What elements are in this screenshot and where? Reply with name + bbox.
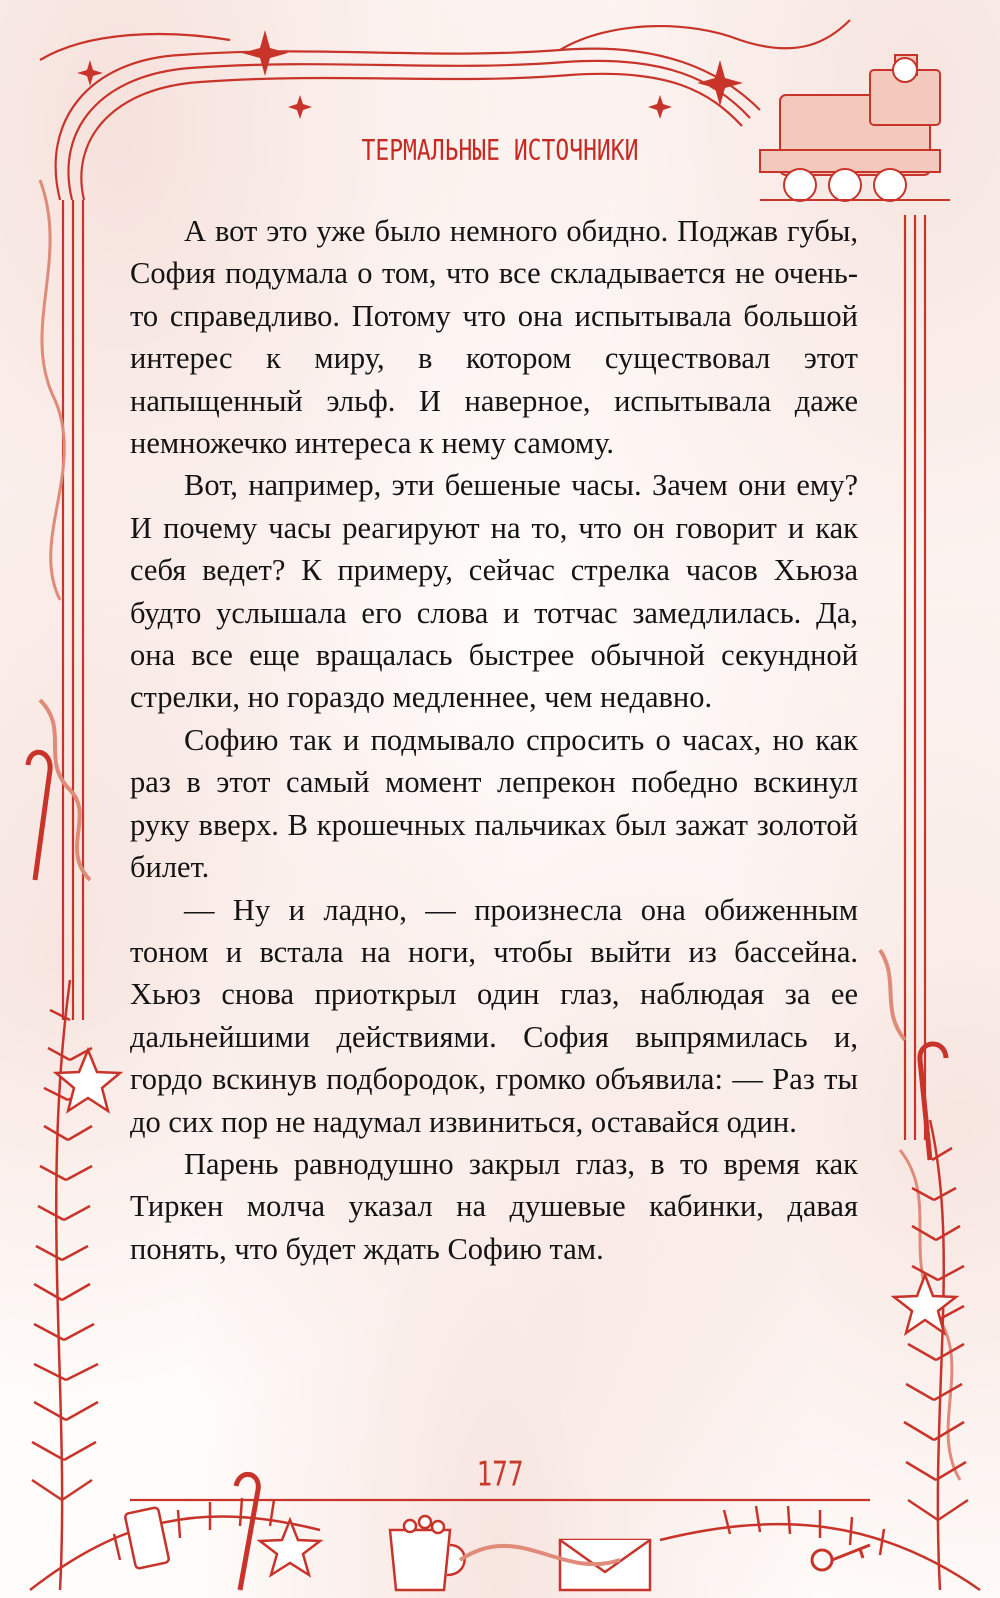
ticket-icon — [125, 1507, 170, 1569]
mug-icon — [390, 1516, 465, 1590]
paragraph: Софию так и подмывало спросить о часах, но как раз в этот самый момент лепрекон победно вскинул руку вверх. В крошечных пальчиках был зажат золотой билет. — [130, 722, 858, 885]
paragraph: Вот, например, эти бешеные часы. Зачем они ему? И почему часы реагируют на то, что он говорит и как себя ведет? К примеру, сейчас стрелка часов Хьюза будто услышала его слова и тотчас замедлилась. Да, она все еще вращалась быстрее обычной секундной стрелки, но гораздо медленнее, чем недавно. — [130, 468, 858, 715]
paragraph: Парень равнодушно закрыл глаз, в то время как Тиркен молча указал на душевые кабинки, давая понять, что будет ждать Софию там. — [130, 1146, 858, 1266]
page-number: 177 — [476, 1455, 524, 1495]
paragraph: А вот это уже было немного обидно. Поджав губы, София подумала о том, что все складывается не очень-то справедливо. Потому что она испытывала большой интерес к миру, в котором существовал этот напыщенный эльф. И наверное, испытывала даже немножечко интереса к нему самому. — [130, 214, 858, 461]
running-head: ТЕРМАЛЬНЫЕ ИСТОЧНИКИ — [361, 134, 639, 168]
body-text — [130, 210, 858, 1270]
train-icon — [760, 55, 950, 201]
sparkle-icon — [77, 30, 743, 119]
key-icon — [812, 1545, 870, 1570]
paragraph: — Ну и ладно, — произнесла она обиженным тоном и встала на ноги, чтобы выйти из бассейна. Хьюз снова приоткрыл один глаз, наблюдая за ее дальнейшими действиями. София выпрямилась и, гордо вскинув подбородок, громко объявила: — Раз ты до сих пор не надумал извиниться, оставайся один. — [130, 892, 858, 1139]
